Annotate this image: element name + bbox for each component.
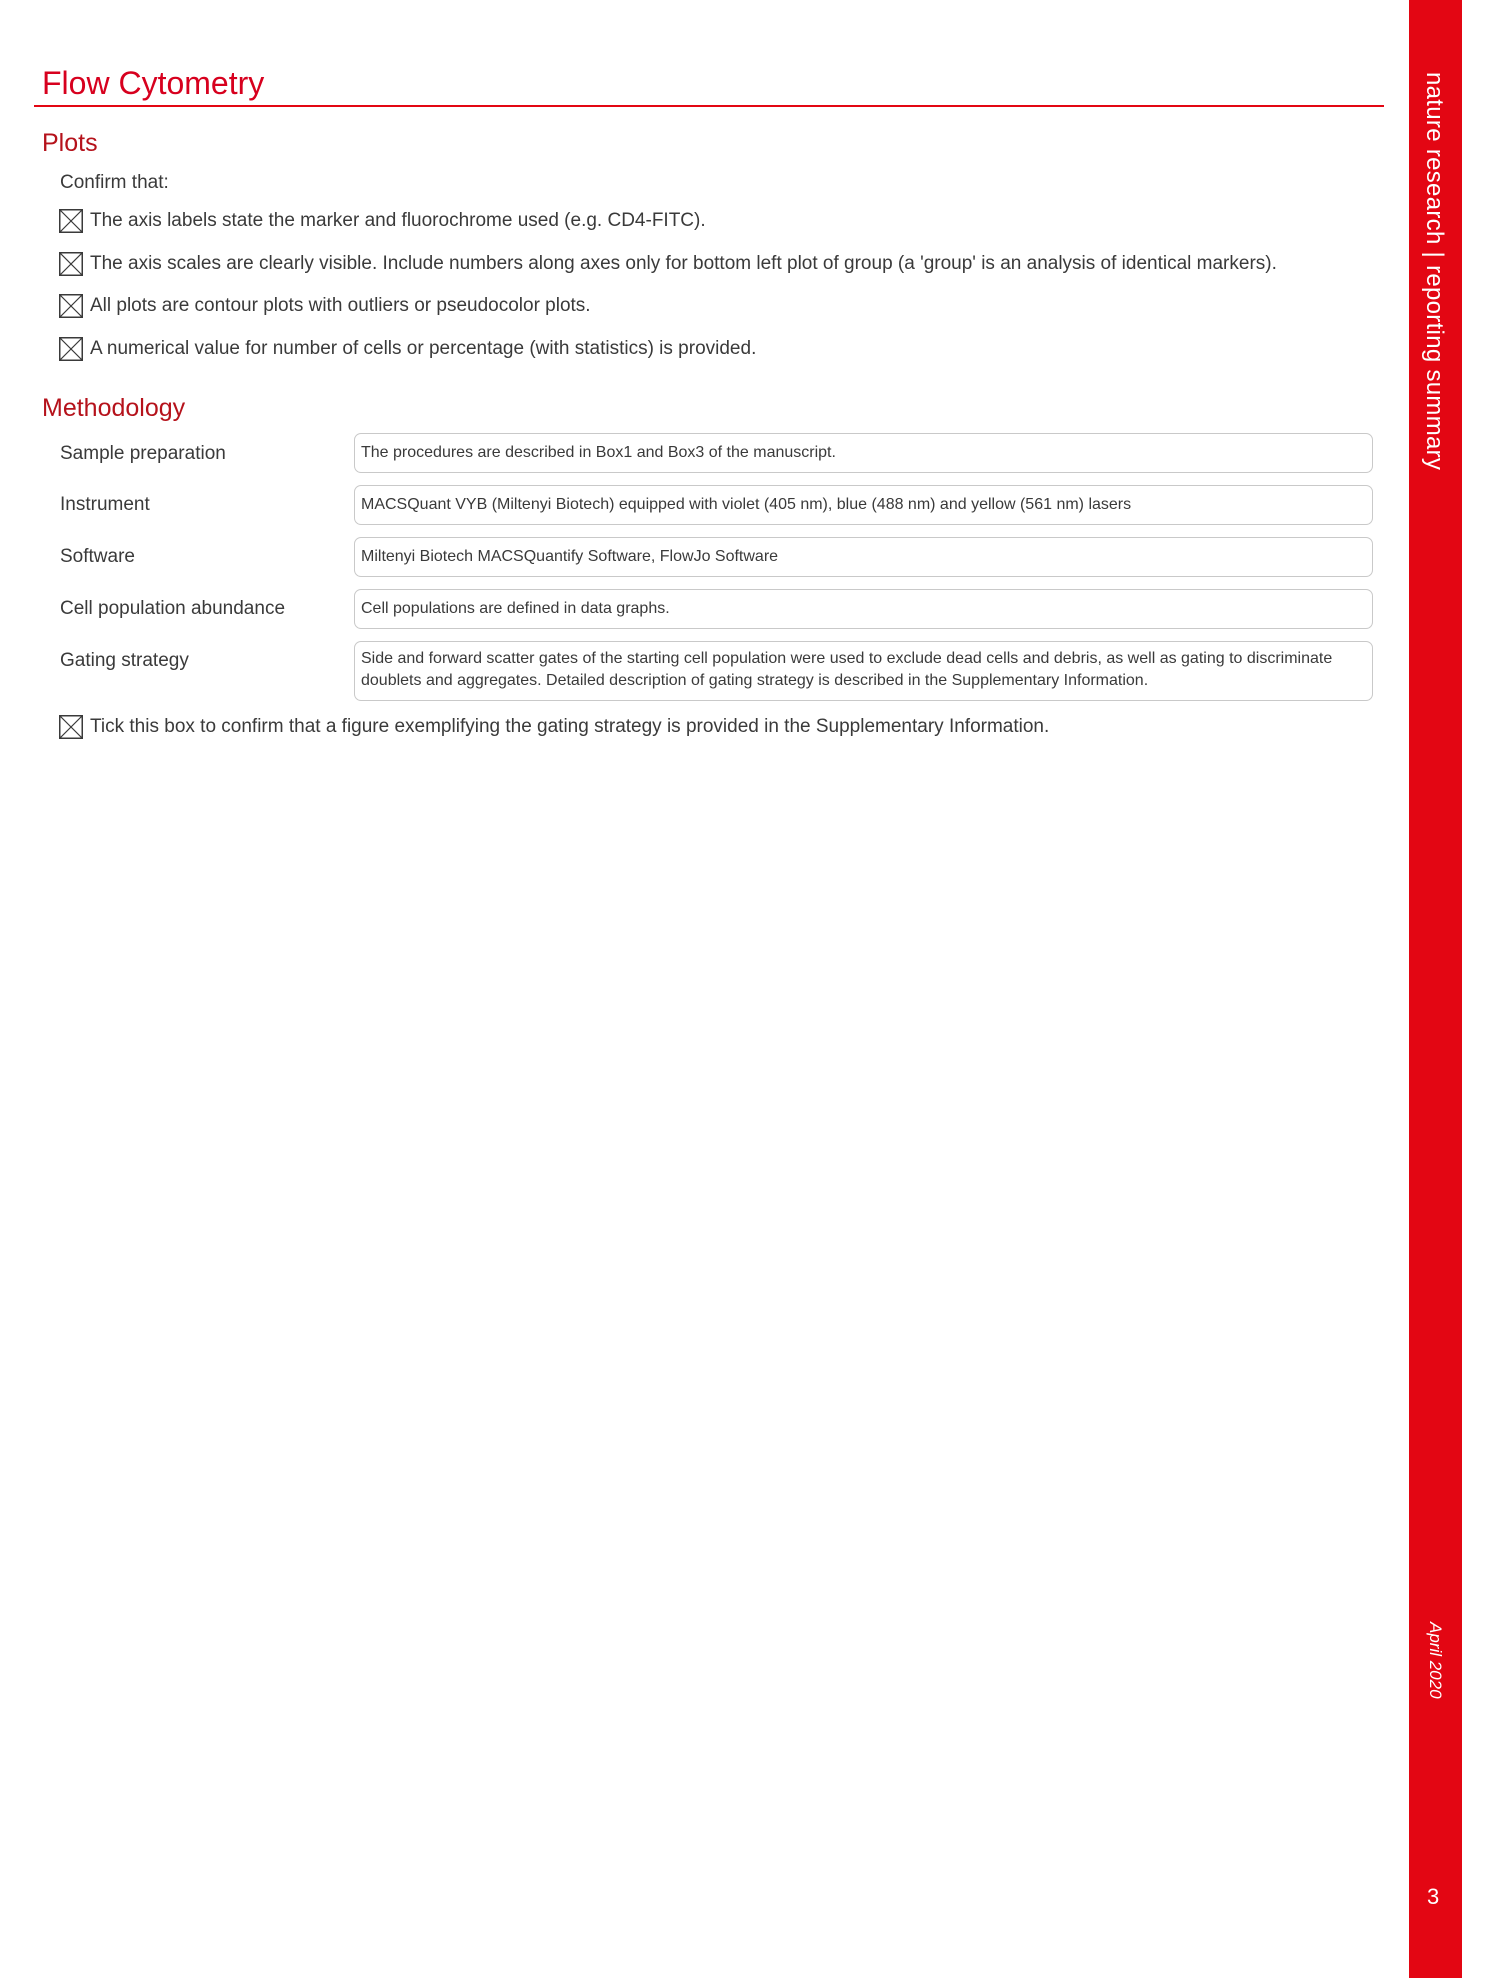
software-field[interactable]: Miltenyi Biotech MACSQuantify Software, FlowJo Software [354, 537, 1373, 577]
field-label: Sample preparation [60, 443, 226, 464]
plots-check-item[interactable] [59, 337, 756, 361]
sidebar-date: April 2020 [1426, 1622, 1445, 1699]
gating-figure-confirm[interactable] [59, 715, 1049, 739]
checked-box-icon[interactable] [59, 715, 83, 739]
sample-preparation-field[interactable]: The procedures are described in Box1 and Box3 of the manuscript. [354, 433, 1373, 473]
page-title: Flow Cytometry [42, 65, 265, 101]
field-label: Cell population abundance [60, 598, 286, 619]
cell-population-abundance-field[interactable]: Cell populations are defined in data graphs. [354, 589, 1373, 629]
checked-box-icon[interactable] [59, 252, 83, 276]
checked-box-icon[interactable] [59, 294, 83, 318]
plots-check-item[interactable] [59, 252, 1277, 276]
gating-strategy-field[interactable]: Side and forward scatter gates of the starting cell population were used to exclude dead cells and debris, as well as gating to discriminate doublets and aggregates. Detailed description of gating strategy is described in the Supplementary Information. [354, 641, 1373, 701]
checked-box-icon[interactable] [59, 337, 83, 361]
plots-check-item[interactable] [59, 294, 591, 318]
page-number: 3 [1427, 1884, 1440, 1909]
confirm-label: Confirm that: [60, 172, 169, 193]
field-label: Instrument [60, 494, 150, 515]
plots-heading: Plots [42, 129, 98, 157]
methodology-heading: Methodology [42, 394, 186, 422]
title-divider [34, 105, 1384, 107]
field-label: Gating strategy [60, 650, 189, 671]
check-item-text: Tick this box to confirm that a figure exemplifying the gating strategy is provided in the Supplementary Information. [90, 716, 1050, 737]
check-item-text: All plots are contour plots with outliers or pseudocolor plots. [90, 295, 591, 316]
instrument-field[interactable]: MACSQuant VYB (Miltenyi Biotech) equipped with violet (405 nm), blue (488 nm) and yellow (561 nm) lasers [354, 485, 1373, 525]
sidebar-brand: nature research | reporting summary [1421, 72, 1448, 471]
check-item-text: The axis scales are clearly visible. Include numbers along axes only for bottom left plot of group (a 'group' is an analysis of identical markers). [90, 253, 1277, 274]
plots-check-item[interactable] [59, 209, 706, 233]
checked-box-icon[interactable] [59, 209, 83, 233]
check-item-text: A numerical value for number of cells or percentage (with statistics) is provided. [90, 338, 757, 359]
field-label: Software [60, 546, 135, 567]
check-item-text: The axis labels state the marker and fluorochrome used (e.g. CD4-FITC). [90, 210, 706, 231]
